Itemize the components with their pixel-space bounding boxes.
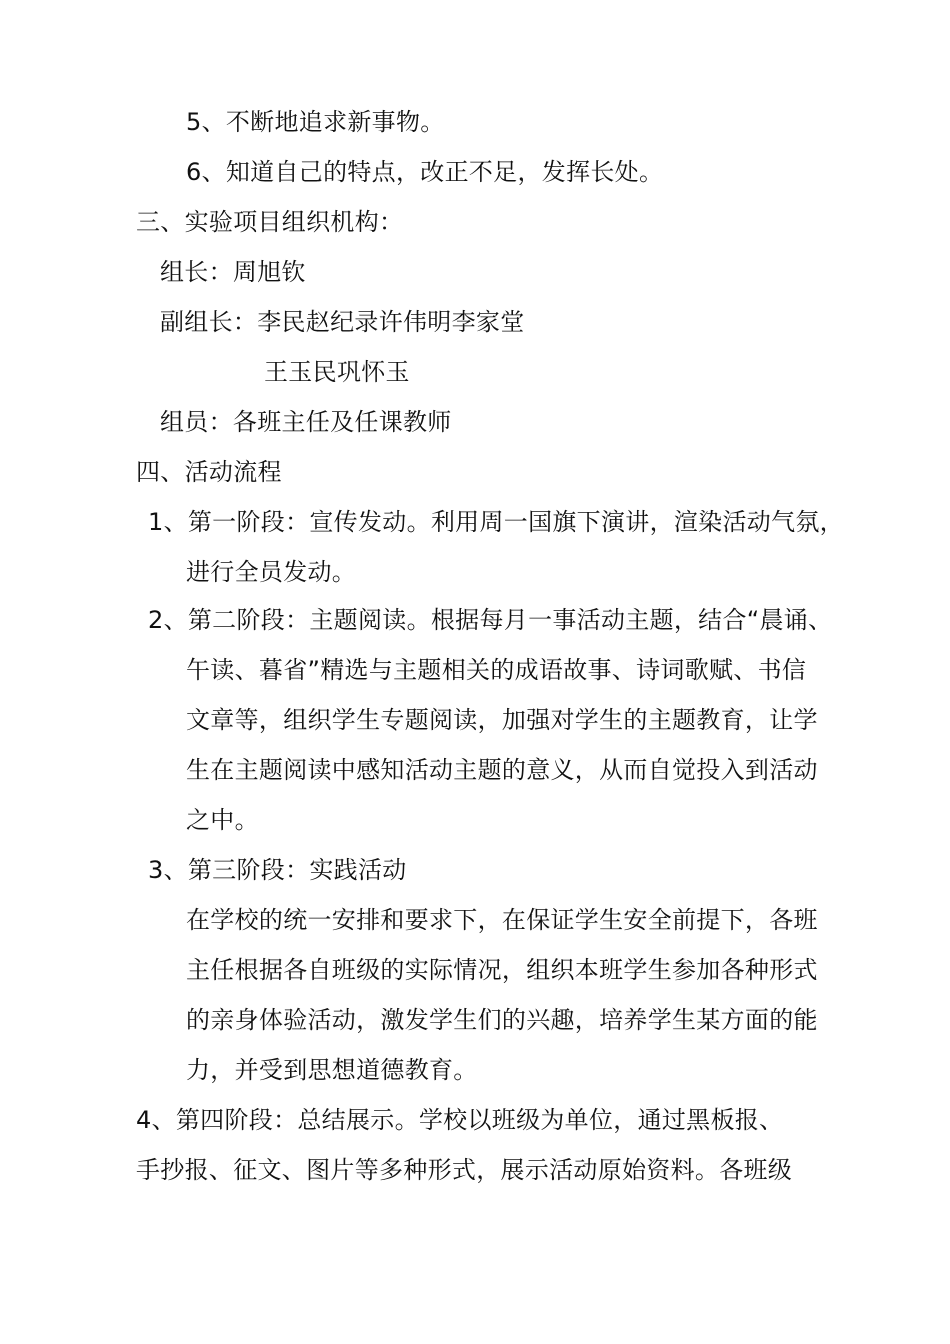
stage-4-line-2: 手抄报、征文、图片等多种形式，展示活动原始资料。各班级: [136, 1156, 793, 1184]
stage-3-para-line-3: 的亲身体验活动，激发学生们的兴趣，培养学生某方面的能: [186, 1006, 818, 1034]
deputy-leader-continued: 王玉民巩怀玉: [264, 358, 410, 386]
stage-3-line: 3、第三阶段：实践活动: [148, 856, 407, 884]
deputy-leader-line: 副组长：李民赵纪录许伟明李家堂: [160, 308, 525, 336]
stage-3-para-line-1: 在学校的统一安排和要求下，在保证学生安全前提下，各班: [186, 906, 818, 934]
section-heading-4: 四、活动流程: [136, 458, 282, 486]
stage-1-line: 1、第一阶段：宣传发动。利用周一国旗下演讲，渲染活动气氛，: [148, 508, 844, 536]
stage-2-line-2: 午读、暮省”精选与主题相关的成语故事、诗词歌赋、书信: [186, 656, 807, 684]
stage-2-line-3: 文章等，组织学生专题阅读，加强对学生的主题教育，让学: [186, 706, 818, 734]
section-heading-3: 三、实验项目组织机构：: [136, 208, 404, 236]
list-item-6: 6、知道自己的特点，改正不足，发挥长处。: [186, 158, 664, 186]
stage-3-para-line-2: 主任根据各自班级的实际情况，组织本班学生参加各种形式: [186, 956, 818, 984]
stage-2-line: 2、第二阶段：主题阅读。根据每月一事活动主题，结合“晨诵、: [148, 606, 833, 634]
stage-2-line-5: 之中。: [186, 806, 259, 834]
members-line: 组员：各班主任及任课教师: [160, 408, 452, 436]
group-leader-line: 组长：周旭钦: [160, 258, 306, 286]
stage-2-line-4: 生在主题阅读中感知活动主题的意义，从而自觉投入到活动: [186, 756, 818, 784]
stage-3-para-line-4: 力，并受到思想道德教育。: [186, 1056, 478, 1084]
stage-4-line: 4、第四阶段：总结展示。学校以班级为单位，通过黑板报、: [136, 1106, 784, 1134]
stage-1-continued: 进行全员发动。: [186, 558, 357, 586]
list-item-5: 5、不断地追求新事物。: [186, 108, 445, 136]
